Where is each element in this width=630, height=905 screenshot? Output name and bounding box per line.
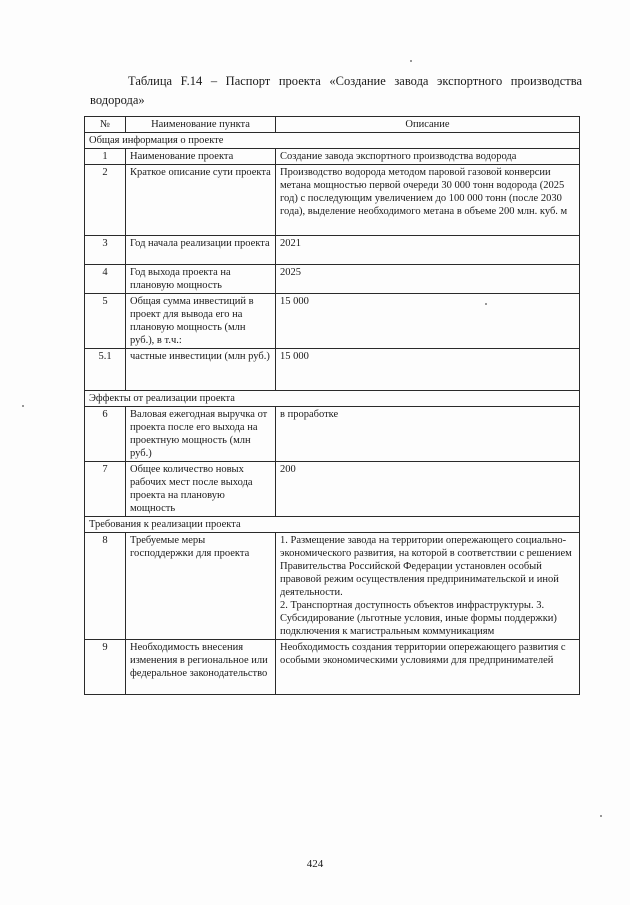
project-passport-table	[84, 116, 580, 695]
row-name: Необходимость внесения изменения в региональное или федеральное законодательство	[126, 640, 276, 695]
row-description: Создание завода экспортного производства водорода	[276, 149, 580, 165]
table-row	[85, 533, 580, 640]
row-description: 2021	[276, 236, 580, 265]
row-number: 7	[85, 462, 126, 517]
table-row	[85, 640, 580, 695]
row-number: 5	[85, 294, 126, 349]
table-header-row	[85, 117, 580, 133]
table-row	[85, 294, 580, 349]
header-num: №	[85, 117, 126, 133]
row-number: 2	[85, 165, 126, 236]
row-name: Краткое описание сути проекта	[126, 165, 276, 236]
row-description: 15 000	[276, 294, 580, 349]
scan-speck	[485, 303, 487, 305]
row-number: 3	[85, 236, 126, 265]
caption-line-1: Таблица F.14 – Паспорт проекта «Создание завода экспортного производства	[128, 74, 582, 88]
row-number: 4	[85, 265, 126, 294]
row-description: Производство водорода методом паровой газовой конверсии метана мощностью первой очереди 30 000 тонн водорода (2025 год) с последующим увеличением до 100 000 тонн (после 2030 года), выделение необходимого метана в объеме 200 млн. куб. м	[276, 165, 580, 236]
table-row	[85, 165, 580, 236]
row-name: Общее количество новых рабочих мест после выхода проекта на плановую мощность	[126, 462, 276, 517]
row-number: 9	[85, 640, 126, 695]
row-name: Общая сумма инвестиций в проект для вывода его на плановую мощность (млн руб.), в т.ч.:	[126, 294, 276, 349]
header-name: Наименование пункта	[126, 117, 276, 133]
row-description: 1. Размещение завода на территории опережающего социально-экономического развития, на которой в соответствии с решением Правительства Российской Федерации установлен особый правовой режим осуществления предпринимательской и иной деятельности. 2. Транспортная доступность объектов инфраструктуры. 3. Субсидирование (льготные условия, иные формы поддержки) подключения к магистральным коммуникациям	[276, 533, 580, 640]
row-description: Необходимость создания территории опережающего развития с особыми экономическими условиями для предпринимателей	[276, 640, 580, 695]
section-effects: Эффекты от реализации проекта	[85, 391, 580, 407]
section-requirements: Требования к реализации проекта	[85, 517, 580, 533]
row-name: Наименование проекта	[126, 149, 276, 165]
table-row	[85, 407, 580, 462]
row-number: 6	[85, 407, 126, 462]
row-description: 15 000	[276, 349, 580, 391]
scan-speck	[600, 815, 602, 817]
row-name: Требуемые меры господдержки для проекта	[126, 533, 276, 640]
section-row	[85, 391, 580, 407]
row-name: частные инвестиции (млн руб.)	[126, 349, 276, 391]
table-row	[85, 462, 580, 517]
table-caption	[90, 72, 582, 110]
section-row	[85, 517, 580, 533]
caption-line-2: водорода»	[90, 93, 145, 107]
row-number: 8	[85, 533, 126, 640]
row-number: 5.1	[85, 349, 126, 391]
page-number: 424	[306, 858, 324, 870]
table-row	[85, 349, 580, 391]
row-description: 200	[276, 462, 580, 517]
table-row	[85, 236, 580, 265]
scan-speck	[410, 60, 412, 62]
table-row	[85, 149, 580, 165]
row-name: Год начала реализации проекта	[126, 236, 276, 265]
section-general: Общая информация о проекте	[85, 133, 580, 149]
row-number: 1	[85, 149, 126, 165]
row-description: в проработке	[276, 407, 580, 462]
table-row	[85, 265, 580, 294]
row-name: Валовая ежегодная выручка от проекта после его выхода на проектную мощность (млн руб.)	[126, 407, 276, 462]
row-description: 2025	[276, 265, 580, 294]
section-row	[85, 133, 580, 149]
header-desc: Описание	[276, 117, 580, 133]
scan-speck	[22, 405, 24, 407]
row-name: Год выхода проекта на плановую мощность	[126, 265, 276, 294]
